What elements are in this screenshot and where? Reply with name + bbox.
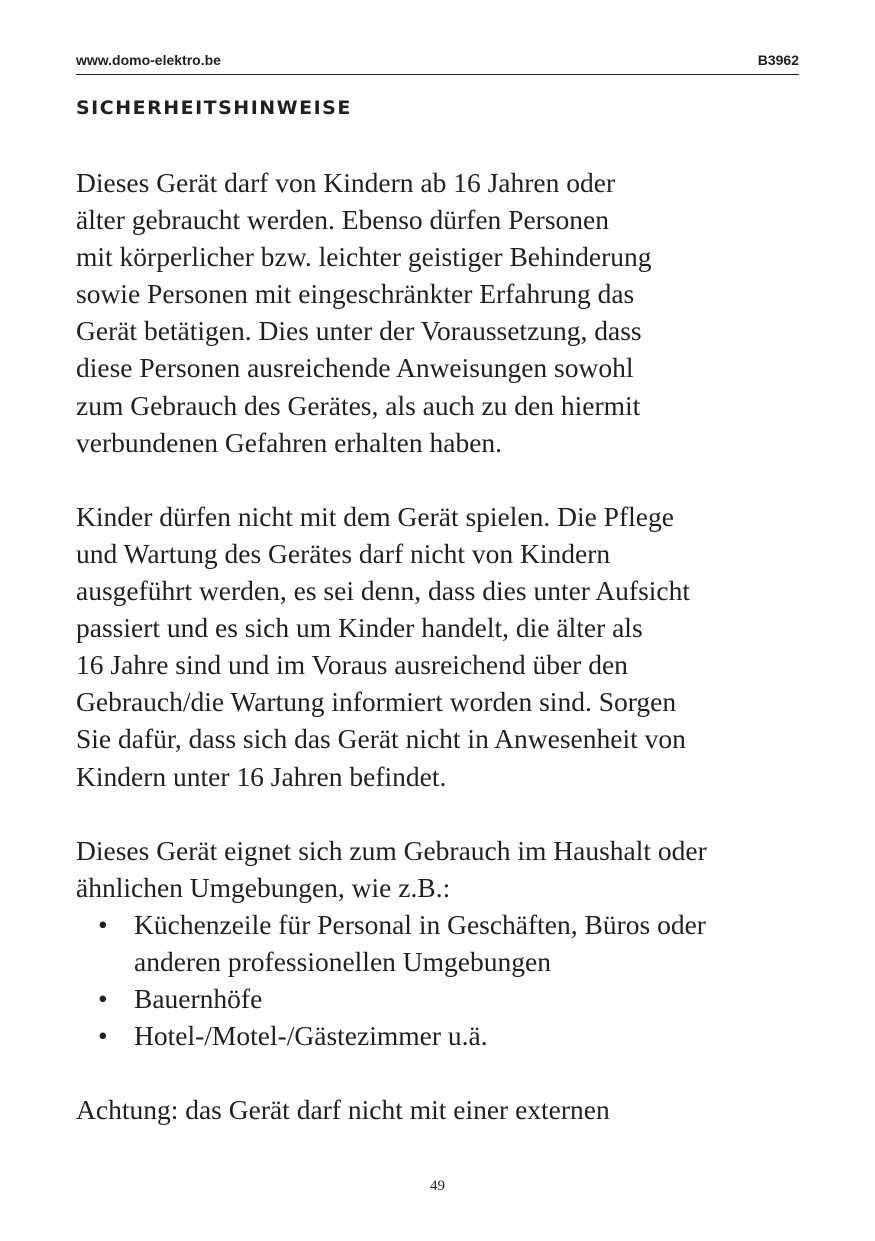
text-line: ähnlichen Umgebungen, wie z.B.: [76, 871, 451, 903]
text-line: Sie dafür, dass sich das Gerät nicht in Anwesenheit von [76, 723, 686, 755]
text-line: Hotel-/Motel-/Gästezimmer u.ä. [134, 1020, 488, 1052]
bullet-icon: • [98, 983, 108, 1015]
list-item [76, 906, 806, 980]
page-header [76, 52, 799, 75]
bullet-icon: • [98, 1020, 108, 1052]
text-line: Dieses Gerät darf von Kindern ab 16 Jahren oder [76, 167, 616, 198]
text-line: Dieses Gerät eignet sich zum Gebrauch im Haushalt oder [76, 834, 707, 866]
paragraph-children-play [76, 498, 806, 795]
paragraph-household-use [76, 832, 806, 906]
text-line: Küchenzeile für Personal in Geschäften, Büros oder [134, 908, 706, 940]
body-text [76, 164, 806, 1166]
paragraph-warning [76, 1091, 806, 1128]
header-model-number: B3962 [757, 52, 799, 68]
text-line: diese Personen ausreichende Anweisungen sowohl [76, 352, 634, 384]
text-line: 16 Jahre sind und im Voraus ausreichend über den [76, 649, 628, 681]
paragraph-children-and-persons [76, 164, 806, 461]
text-line: Kindern unter 16 Jahren befindet. [76, 760, 447, 792]
text-line: Gerät betätigen. Dies unter der Voraussetzung, dass [76, 315, 642, 347]
usage-environments-list [76, 906, 806, 1054]
text-line: sowie Personen mit eingeschränkter Erfahrung das [76, 278, 635, 310]
text-line: Achtung: das Gerät darf nicht mit einer externen [76, 1094, 610, 1126]
text-line: verbundenen Gefahren erhalten haben. [76, 426, 503, 458]
list-item [76, 1017, 806, 1054]
text-line: älter gebraucht werden. Ebenso dürfen Personen [76, 204, 609, 236]
text-line: Kinder dürfen nicht mit dem Gerät spielen. Die Pflege [76, 500, 674, 532]
header-url: www.domo-elektro.be [76, 52, 221, 68]
text-line: anderen professionellen Umgebungen [134, 945, 551, 977]
bullet-icon: • [98, 908, 108, 940]
text-line: Bauernhöfe [134, 983, 263, 1015]
text-line: zum Gebrauch des Gerätes, als auch zu den hiermit [76, 389, 641, 421]
text-line: mit körperlicher bzw. leichter geistiger Behinderung [76, 241, 652, 273]
page-title: sicherheitshinweise [76, 90, 352, 121]
text-line: und Wartung des Gerätes darf nicht von Kindern [76, 537, 611, 569]
text-line: Gebrauch/die Wartung informiert worden sind. Sorgen [76, 686, 677, 718]
page-number: 49 [430, 1178, 445, 1194]
text-line: ausgeführt werden, es sei denn, dass dies unter Aufsicht [76, 575, 691, 607]
text-line: passiert und es sich um Kinder handelt, die älter als [76, 612, 643, 644]
list-item [76, 980, 806, 1017]
